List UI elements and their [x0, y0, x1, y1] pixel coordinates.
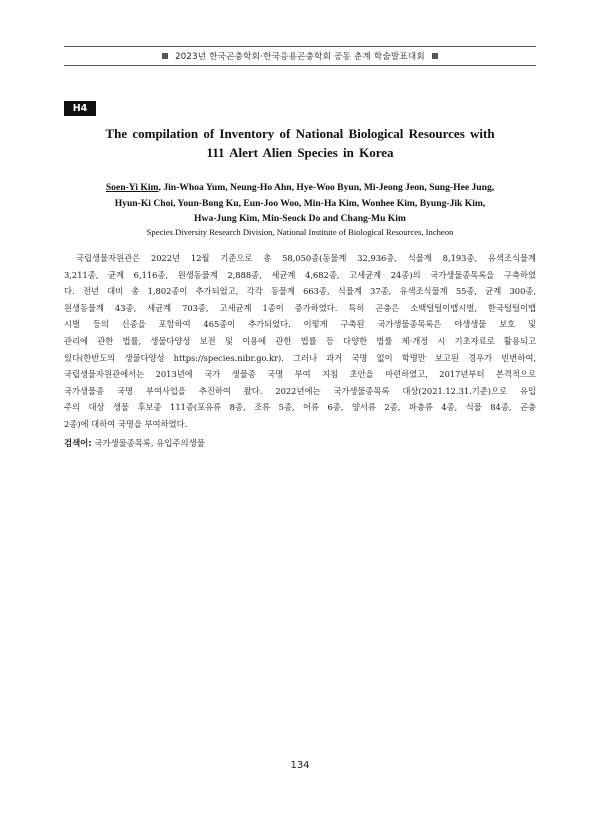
abstract-body	[64, 250, 536, 433]
author-line	[64, 180, 536, 196]
conference-header	[64, 46, 536, 66]
affiliation: Species Diversity Research Division, National Institute of Biological Resources, Incheon	[146, 227, 454, 237]
page-number: 134	[290, 760, 310, 771]
abstract-line: 관리에 관한 법률, 생물다양성 보전 및 이용에 관한 법률 등 다양한 법률 제·개정 시 기초자료로 활용되고	[64, 335, 536, 346]
abstract-line: 있다(한반도의 생물다양성 https://species.nibr.go.kr). 그러나 과거 국명 없이 학명만 보고된 경우가 빈번하여,	[64, 352, 536, 363]
abstract-line: 국립생물자원관은 2022년 12월 기준으로 총 58,050종(동물계 32,936종, 식물계 8,193종, 유색조식물계	[76, 253, 536, 263]
keywords-label: 검색어:	[64, 438, 92, 448]
keywords-value: 국가생물종목록, 유입주의생물	[94, 438, 205, 448]
paper-title	[64, 124, 536, 162]
abstract-line: 주의 대상 생물 후보종 111종(포유류 8종, 조류 5종, 어류 6종, 양서류 2종, 파충류 4종, 식물 84종, 곤충	[64, 402, 536, 413]
keywords	[64, 437, 536, 449]
conference-title: 2023년 한국곤충학회·한국응용곤충학회 공동 춘계 학술발표대회	[175, 52, 425, 62]
square-bullet-icon	[432, 53, 438, 59]
author-names: , Jin-Whoa Yum, Neung-Ho Ahn, Hye-Woo Byun, Mi-Jeong Jeon, Sung-Hee Jung,	[158, 182, 495, 193]
abstract-line: 원생동물계 43종, 세균계 703종, 고세균계 1종이 증가하였다. 특히 곤충은 소백털털이맵시벌, 한국털털이맵	[64, 302, 536, 313]
abstract-line: 시벌 등의 신종을 포함하여 465종이 추가되었다. 이렇게 구축된 국가생물종목록은 야생생물 보호 및	[64, 319, 536, 330]
author-line: Hyun-Ki Choi, Youn-Bong Ku, Eun-Joo Woo, Min-Ha Kim, Wonhee Kim, Byung-Jik Kim,	[114, 197, 486, 209]
abstract-line: 3,211종, 균계 6,116종, 원생동물계 2,888종, 세균계 4,682종, 고세균계 24종)의 국가생물종목록을 구축하였	[64, 269, 536, 280]
author-list	[64, 180, 536, 227]
square-bullet-icon	[162, 53, 168, 59]
abstract-line: 다. 전년 대비 총 1,802종이 추가되었고, 각각 동물계 663종, 식물계 37종, 유색조식물계 55종, 균계 300종,	[64, 286, 536, 297]
author-line: Hwa-Jung Kim, Min-Seock Do and Chang-Mu Kim	[194, 213, 406, 224]
paper-id-badge: H4	[64, 101, 96, 116]
title-line: 111 Alert Alien Species in Korea	[206, 145, 394, 160]
abstract-line: 2종)에 대하여 국명을 부여하였다.	[64, 418, 188, 429]
presenting-author: Soen-Yi Kim	[105, 182, 159, 193]
abstract-line: 국립생물자원관에서는 2013년에 국가 생물종 국명 부여 지침 초안을 마련하였고, 2017년부터 본격적으로	[64, 369, 536, 380]
abstract-line: 국가생물종 국명 부여사업을 추진하여 왔다. 2022년에는 국가생물종목록 대상(2021.12.31.기준)으로 유입	[64, 385, 536, 396]
title-line: The compilation of Inventory of National Biological Resources with	[105, 126, 495, 141]
